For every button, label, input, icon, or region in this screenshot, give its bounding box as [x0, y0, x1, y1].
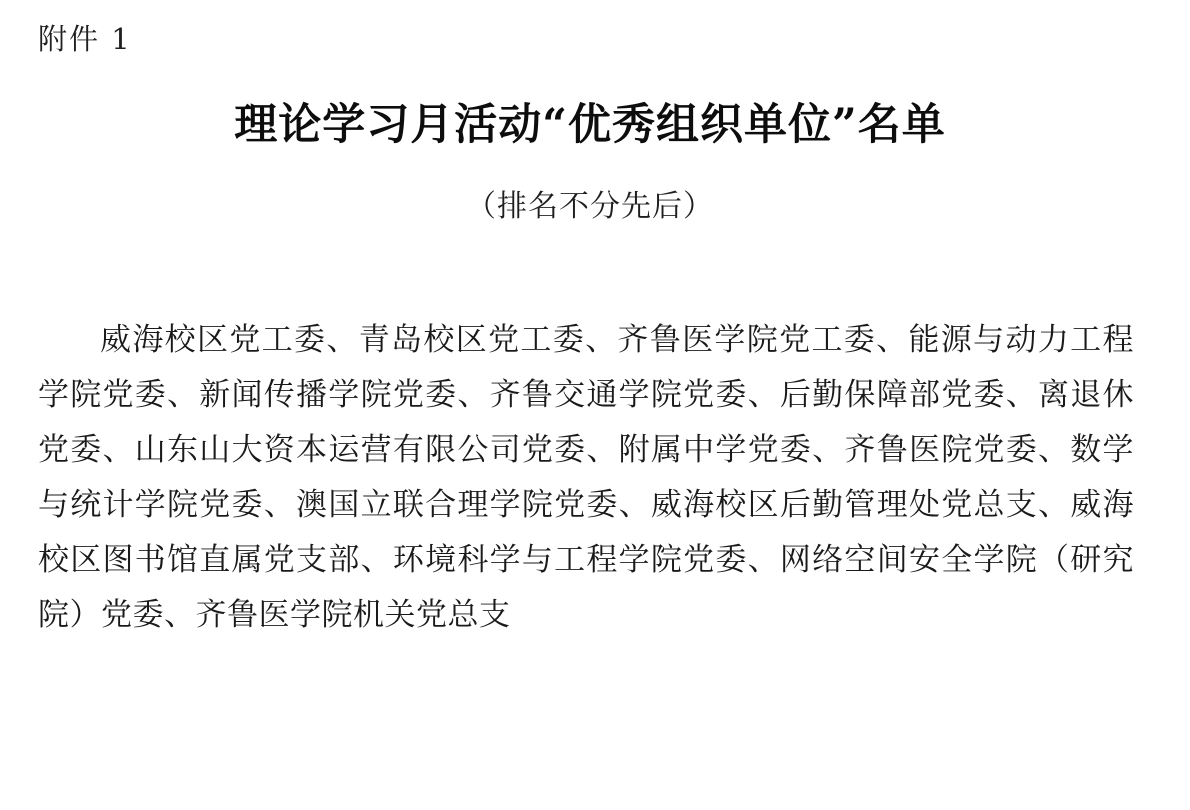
attachment-label: 附件 1 — [38, 22, 132, 56]
page-title: 理论学习月活动“优秀组织单位”名单 — [234, 99, 946, 150]
page-subtitle: （排名不分先后） — [466, 188, 714, 224]
unit-list-paragraph: 威海校区党工委、青岛校区党工委、齐鲁医学院党工委、能源与动力工程学院党委、新闻传播学院党委、齐鲁交通学院党委、后勤保障部党委、离退休党委、山东山大资本运营有限公司党委、附属中学党委、齐鲁医院党委、数学与统计学院党委、澳国立联合理学院党委、威海校区后勤管理处党总支、威海校区图书馆直属党支部、环境科学与工程学院党委、网络空间安全学院（研究院）党委、齐鲁医学院机关党总支 — [38, 321, 1134, 634]
